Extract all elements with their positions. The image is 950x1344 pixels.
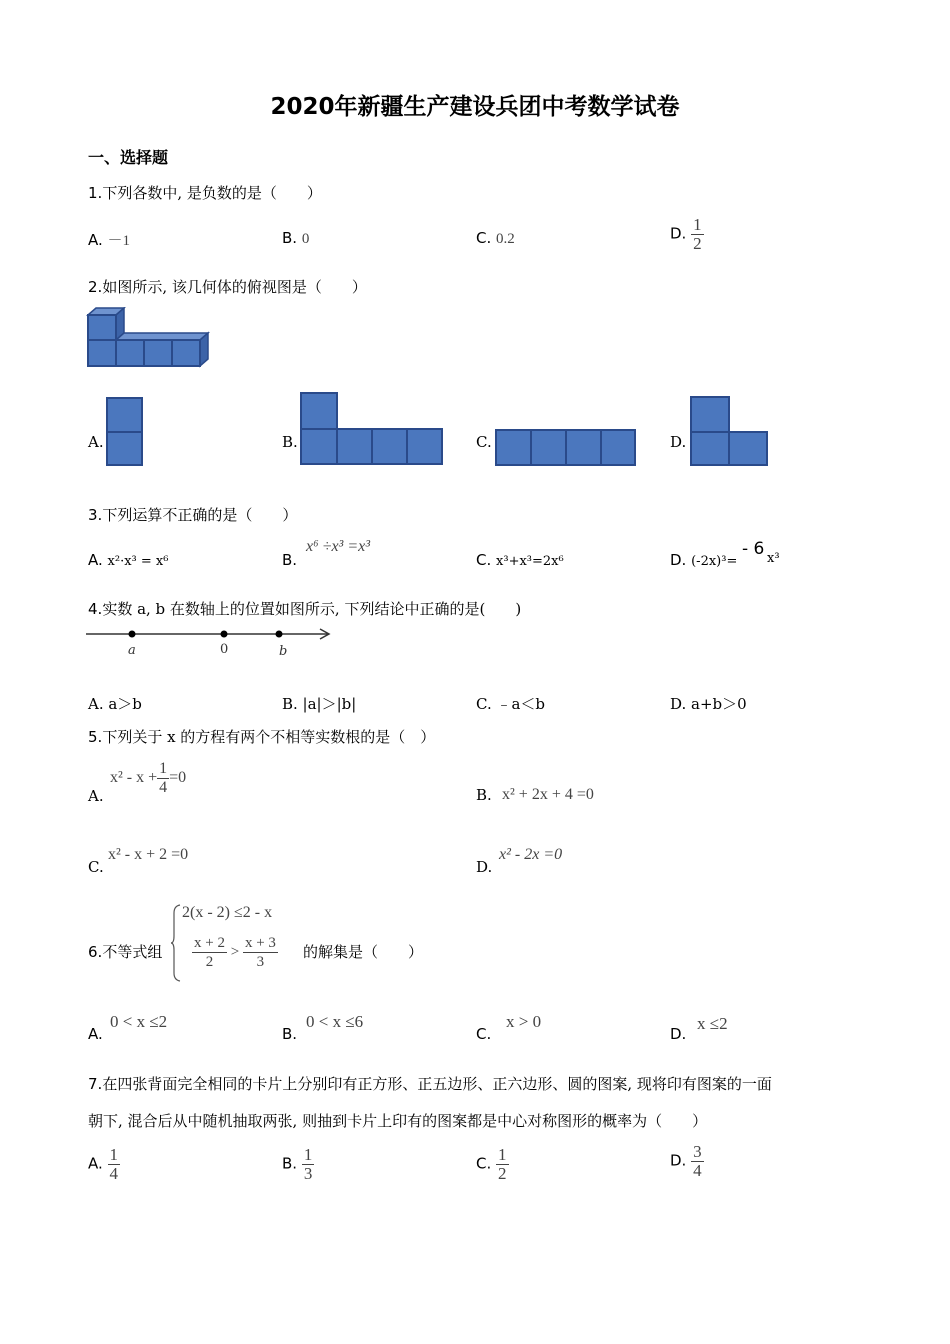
view-option-b xyxy=(299,391,445,467)
question-7: 7.在四张背面完全相同的卡片上分别印有正方形、正五边形、正六边形、圆的图案, 现将印有图案的一面 xyxy=(88,1075,772,1093)
inequality-2: $\frac{x + 2}{2}$ > $\frac{x + 3}{3}$ xyxy=(194,935,276,970)
q3-option-d[interactable]: D. (-2x)³= xyxy=(670,551,738,569)
page-title: 2020年新疆生产建设兵团中考数学试卷 xyxy=(270,94,680,120)
number-line xyxy=(86,625,336,661)
view-option-a xyxy=(105,396,145,468)
q4-option-a[interactable]: A. a＞b xyxy=(88,695,142,713)
q1-option-a[interactable]: A. －1 xyxy=(88,231,131,249)
q5-option-a-expr: x² - x + $\frac{1}{4}$ =0 xyxy=(110,760,187,796)
fraction: $\frac{1}{2}$ xyxy=(693,215,702,253)
q6-option-a[interactable]: A. xyxy=(88,1025,103,1043)
q3-option-d-tail: x³ xyxy=(767,551,780,566)
q5-option-a[interactable]: A. xyxy=(88,787,104,805)
q3-option-b-expr: x⁶ ÷x³ =x³ xyxy=(306,538,371,555)
question-7-line2: 朝下, 混合后从中随机抽取两张, 则抽到卡片上印有的图案都是中心对称图形的概率为（ ） xyxy=(88,1112,708,1130)
question-stem: 下列各数中, 是负数的是（ ） xyxy=(102,184,322,202)
q6-option-b-expr: 0 < x ≤6 xyxy=(306,1012,364,1031)
q6-option-c-expr: x > 0 xyxy=(506,1012,542,1031)
q3-option-a[interactable]: A. x²·x³ = x⁶ xyxy=(88,551,169,569)
question-1 xyxy=(88,182,322,203)
section-heading: 一、选择题 xyxy=(88,148,169,167)
question-number: 1. xyxy=(88,184,103,202)
q4-option-b[interactable]: B. |a|＞|b| xyxy=(282,695,357,713)
solid-figure xyxy=(86,307,210,369)
axis-label-zero: 0 xyxy=(220,642,229,657)
q1-option-d[interactable]: D. $\frac{1}{2}$ xyxy=(670,215,702,253)
q5-option-b-expr: x² + 2x + 4 =0 xyxy=(502,786,594,803)
q7-option-b[interactable]: B. $\frac{1}{3}$ xyxy=(282,1145,313,1183)
inequality-1: 2(x - 2) ≤2 - x xyxy=(182,904,273,921)
axis-label-a: a xyxy=(128,643,136,658)
question-3: 3.下列运算不正确的是（ ） xyxy=(88,506,298,524)
q6-option-d-expr: x ≤2 xyxy=(697,1014,728,1033)
q3-option-d-coef: - 6 xyxy=(742,539,765,559)
q1-option-b[interactable]: B. 0 xyxy=(282,229,310,247)
view-option-d xyxy=(689,395,771,468)
q6-option-c[interactable]: C. xyxy=(476,1025,492,1043)
q1-option-c[interactable]: C. 0.2 xyxy=(476,229,515,247)
q4-option-c[interactable]: C. ﹣a＜b xyxy=(476,695,546,713)
q5-option-d[interactable]: D. xyxy=(476,858,493,876)
q5-option-b[interactable]: B. xyxy=(476,786,492,804)
q6-option-a-expr: 0 < x ≤2 xyxy=(110,1012,168,1031)
q5-option-c[interactable]: C. xyxy=(88,858,104,876)
q6-option-d[interactable]: D. xyxy=(670,1025,687,1043)
q2-option-c[interactable]: C. xyxy=(476,433,492,451)
q6-option-b[interactable]: B. xyxy=(282,1025,298,1043)
q2-option-d[interactable]: D. xyxy=(670,433,687,451)
q7-option-a[interactable]: A. $\frac{1}{4}$ xyxy=(88,1145,119,1183)
q2-option-b[interactable]: B. xyxy=(282,433,298,451)
question-6-tail: 的解集是（ ） xyxy=(303,943,424,961)
q2-option-a[interactable]: A. xyxy=(88,433,104,451)
system-brace xyxy=(170,903,182,983)
question-6: 6.不等式组 xyxy=(88,943,163,961)
q3-option-b[interactable]: B. xyxy=(282,551,298,569)
q7-option-d[interactable]: D. $\frac{3}{4}$ xyxy=(670,1142,702,1180)
q7-option-c[interactable]: C. $\frac{1}{2}$ xyxy=(476,1145,507,1183)
q5-option-c-expr: x² - x + 2 =0 xyxy=(108,846,189,863)
question-4: 4.实数 a, b 在数轴上的位置如图所示, 下列结论中正确的是( ) xyxy=(88,600,522,618)
q5-option-d-expr: x² - 2x =0 xyxy=(499,846,563,863)
q4-option-d[interactable]: D. a+b＞0 xyxy=(670,695,747,713)
view-option-c xyxy=(494,428,638,468)
axis-label-b: b xyxy=(279,644,288,659)
question-5: 5.下列关于 x 的方程有两个不相等实数根的是（ ） xyxy=(88,728,436,746)
question-2: 2.如图所示, 该几何体的俯视图是（ ） xyxy=(88,278,367,296)
q3-option-c[interactable]: C. x³+x³=2x⁶ xyxy=(476,551,564,569)
